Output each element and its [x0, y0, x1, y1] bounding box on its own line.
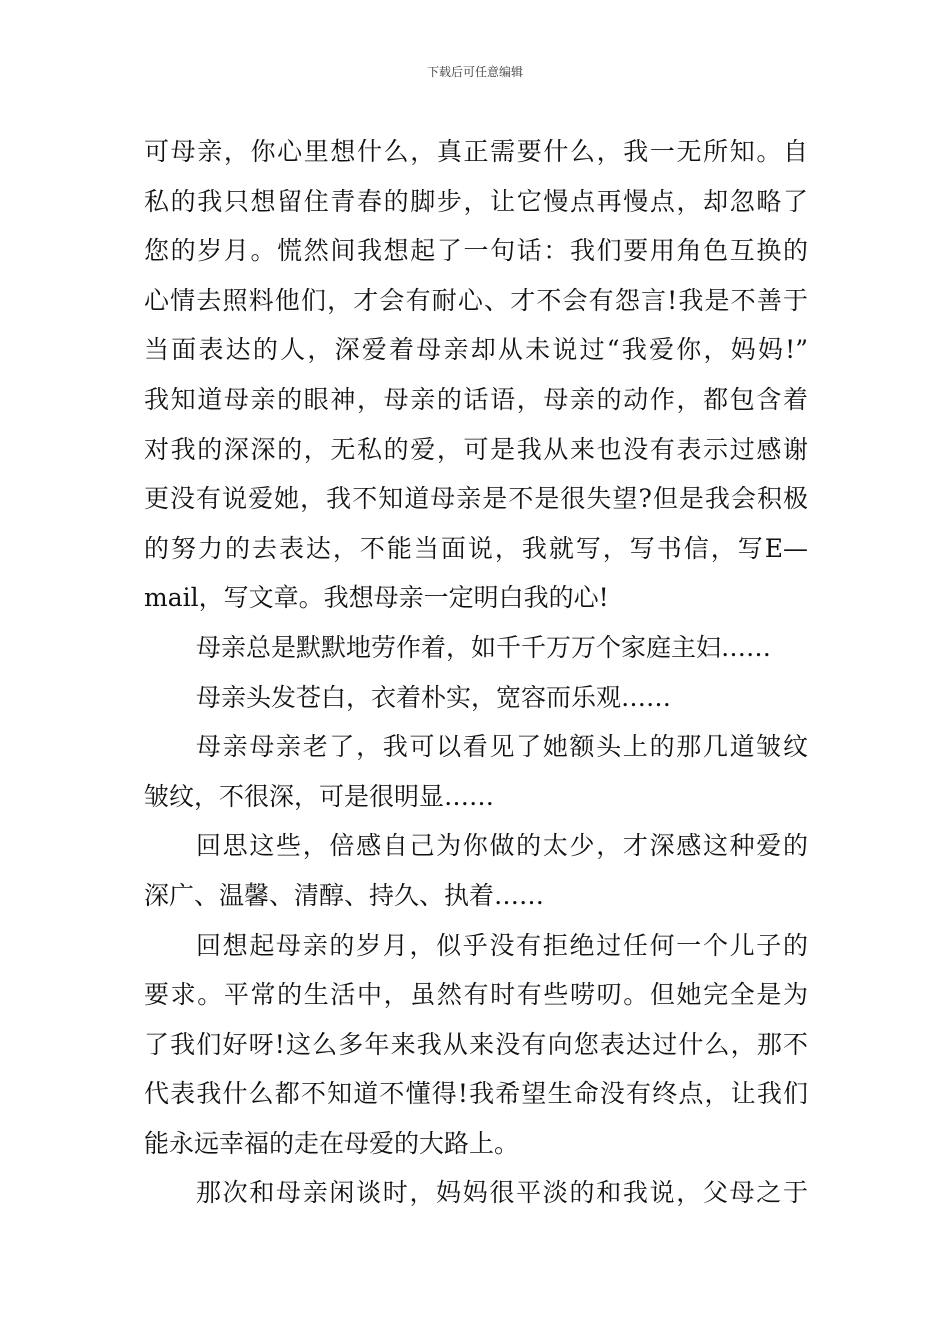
text-line: mail，写文章。我想母亲一定明白我的心!: [144, 583, 609, 613]
text-line: 能永远幸福的走在母爱的大路上。: [144, 1128, 520, 1158]
text-line: 皱纹，不很深，可是很明显……: [144, 781, 495, 811]
text-line: 当面表达的人，深爱着母亲却从未说过“我爱你，妈妈!”: [144, 335, 808, 365]
text-line: 母亲总是默默地劳作着，如千千万万个家庭主妇……: [196, 632, 772, 662]
text-line: 深广、温馨、清醇、持久、执着……: [144, 880, 545, 910]
text-line: 要求。平常的生活中，虽然有时有些唠叨。但她完全是为: [144, 980, 808, 1010]
text-line: 母亲母亲老了，我可以看见了她额头上的那几道皱纹: [196, 732, 808, 762]
text-line: 私的我只想留住青春的脚步，让它慢点再慢点，却忽略了: [144, 186, 808, 216]
text-line: 我知道母亲的眼神，母亲的话语，母亲的动作，都包含着: [144, 384, 808, 414]
text-line: 回思这些，倍感自己为你做的太少，才深感这种爱的: [196, 831, 808, 861]
page-header: 下载后可任意编辑: [426, 65, 523, 79]
document-body: [144, 127, 808, 1218]
text-line: 了我们好呀!这么多年来我从来没有向您表达过什么，那不: [144, 1029, 808, 1059]
text-line: 心情去照料他们，才会有耐心、才不会有怨言!我是不善于: [144, 285, 808, 315]
text-line: 母亲头发苍白，衣着朴实，宽容而乐观……: [196, 682, 672, 712]
text-line: 的努力的去表达，不能当面说，我就写，写书信，写E—: [144, 533, 808, 563]
text-line: 回想起母亲的岁月，似乎没有拒绝过任何一个儿子的: [196, 930, 808, 960]
text-line: 代表我什么都不知道不懂得!我希望生命没有终点，让我们: [144, 1079, 808, 1109]
text-line: 您的岁月。慌然间我想起了一句话：我们要用角色互换的: [144, 236, 808, 266]
text-line: 可母亲，你心里想什么，真正需要什么，我一无所知。自: [144, 137, 808, 166]
text-line: 更没有说爱她，我不知道母亲是不是很失望?但是我会积极: [144, 484, 808, 514]
text-line: 那次和母亲闲谈时，妈妈很平淡的和我说，父母之于: [196, 1178, 808, 1208]
text-line: 对我的深深的，无私的爱，可是我从来也没有表示过感谢: [144, 434, 808, 464]
